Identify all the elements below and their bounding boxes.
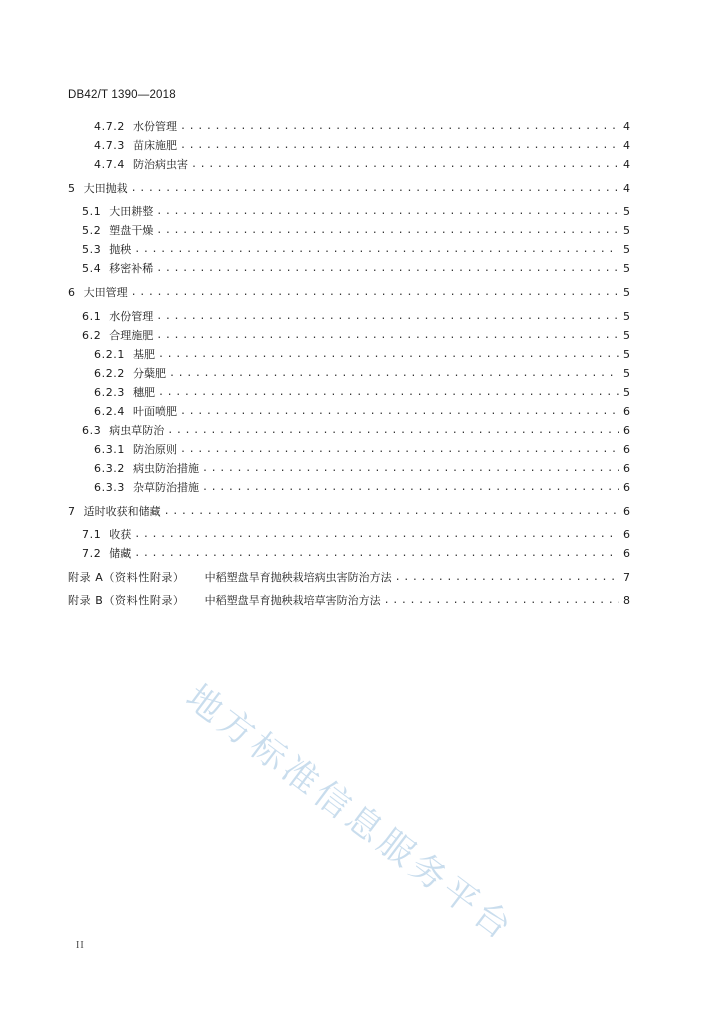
- document-code: DB42/T 1390—2018: [68, 89, 176, 101]
- toc-entry-number: 6.3.2: [94, 462, 125, 475]
- toc-entry-title: 病虫防治措施: [133, 462, 199, 475]
- toc-entry[interactable]: [82, 424, 630, 438]
- toc-entry[interactable]: [82, 205, 630, 219]
- toc-entry-number: 6.2: [82, 329, 102, 342]
- toc-entry-title: 中稻塑盘旱育抛秧栽培病虫害防治方法: [204, 571, 392, 584]
- toc-entry-page: 5: [623, 348, 630, 361]
- toc-entry-title: 移密补稀: [109, 262, 154, 275]
- toc-entry-number: 6.2.2: [94, 367, 125, 380]
- toc-entry-page: 4: [623, 120, 630, 133]
- toc-leader-dots: [202, 481, 619, 495]
- toc-leader-dots: [169, 367, 619, 381]
- toc-entry-page: 4: [623, 158, 630, 171]
- toc-entry-number: 4.7.4: [94, 158, 125, 171]
- toc-entry-page: 6: [623, 462, 630, 475]
- toc-appendix-entry[interactable]: [68, 571, 630, 585]
- toc-leader-dots: [158, 386, 619, 400]
- toc-entry-number: 5: [68, 182, 76, 195]
- toc-entry-title: 病虫草防治: [109, 424, 165, 437]
- toc-entry[interactable]: [94, 348, 630, 362]
- toc-entry-title: 储藏: [109, 547, 132, 560]
- toc-entry-number: 5.1: [82, 205, 102, 218]
- toc-entry[interactable]: [94, 462, 630, 476]
- toc-entry[interactable]: [94, 120, 630, 134]
- toc-entry[interactable]: [82, 224, 630, 238]
- toc-entry-number: 7.1: [82, 528, 102, 541]
- toc-entry[interactable]: [94, 386, 630, 400]
- toc-entry-title: 中稻塑盘旱育抛秧栽培草害防治方法: [204, 594, 381, 607]
- toc-leader-dots: [202, 462, 619, 476]
- toc-entry-page: 6: [623, 424, 630, 437]
- toc-leader-dots: [131, 182, 619, 196]
- toc-entry-page: 5: [623, 262, 630, 275]
- toc-leader-dots: [156, 329, 619, 343]
- toc-leader-dots: [134, 243, 619, 257]
- page-number: II: [76, 940, 85, 951]
- toc-entry-number: 附录 A（资料性附录）: [68, 571, 185, 584]
- watermark-text: 地方标准信息服务平台: [178, 677, 522, 951]
- toc-entry-number: 6.3.1: [94, 443, 125, 456]
- toc-leader-dots: [191, 158, 619, 172]
- toc-entry[interactable]: [94, 367, 630, 381]
- toc-leader-dots: [156, 205, 619, 219]
- toc-entry-number: 4.7.3: [94, 139, 125, 152]
- toc-leader-dots: [156, 224, 619, 238]
- toc-entry-title: 合理施肥: [109, 329, 154, 342]
- toc-entry-page: 6: [623, 547, 630, 560]
- toc-entry-title: 塑盘干燥: [109, 224, 154, 237]
- toc-leader-dots: [180, 443, 619, 457]
- toc-entry[interactable]: [68, 505, 630, 519]
- toc-entry-title: 防治病虫害: [133, 158, 188, 171]
- toc-entry-title: 分蘖肥: [133, 367, 166, 380]
- toc-entry-page: 5: [623, 386, 630, 399]
- toc-entry-title: 收获: [109, 528, 132, 541]
- toc-entry-number: 6.1: [82, 310, 102, 323]
- toc-entry[interactable]: [68, 182, 630, 196]
- toc-entry-number: 5.3: [82, 243, 102, 256]
- toc-entry-page: 4: [623, 139, 630, 152]
- toc-entry-page: 5: [623, 310, 630, 323]
- toc-entry-number: 6.3: [82, 424, 102, 437]
- toc-entry-number: 6.3.3: [94, 481, 125, 494]
- toc-entry-title: 穗肥: [133, 386, 155, 399]
- toc-entry-title: 大田管理: [83, 286, 128, 299]
- toc-entry-number: 5.2: [82, 224, 102, 237]
- toc-leader-dots: [167, 424, 619, 438]
- toc-appendix-entry[interactable]: [68, 594, 630, 608]
- toc-entry[interactable]: [94, 481, 630, 495]
- toc-entry-number: 6.2.3: [94, 386, 125, 399]
- toc-leader-dots: [158, 348, 619, 362]
- toc-entry-title: 基肥: [133, 348, 155, 361]
- toc-entry-number: 6: [68, 286, 76, 299]
- toc-entry-number: 6.2.4: [94, 405, 125, 418]
- toc-entry-page: 6: [623, 505, 630, 518]
- toc-entry[interactable]: [82, 262, 630, 276]
- toc-entry[interactable]: [68, 286, 630, 300]
- toc-entry-page: 6: [623, 528, 630, 541]
- toc-entry-title: 大田抛栽: [83, 182, 128, 195]
- toc-entry-title: 适时收获和储藏: [83, 505, 161, 518]
- toc-entry-title: 叶面喷肥: [133, 405, 177, 418]
- toc-entry-page: 6: [623, 405, 630, 418]
- toc-entry[interactable]: [82, 528, 630, 542]
- toc-entry[interactable]: [94, 158, 630, 172]
- toc-entry[interactable]: [82, 310, 630, 324]
- toc-entry-title: 苗床施肥: [133, 139, 177, 152]
- toc-entry-page: 5: [623, 286, 630, 299]
- toc-leader-dots: [395, 571, 619, 585]
- toc-entry-page: 6: [623, 481, 630, 494]
- toc-leader-dots: [134, 547, 619, 561]
- toc-leader-dots: [180, 120, 619, 134]
- toc-entry-page: 5: [623, 243, 630, 256]
- toc-entry[interactable]: [82, 243, 630, 257]
- toc-leader-dots: [180, 139, 619, 153]
- toc-entry-title: 水份管理: [109, 310, 154, 323]
- toc-entry-number: 7: [68, 505, 76, 518]
- toc-entry-title: 抛秧: [109, 243, 132, 256]
- toc-entry-title: 大田耕整: [109, 205, 154, 218]
- toc-leader-dots: [164, 505, 619, 519]
- toc-entry-page: 4: [623, 182, 630, 195]
- toc-entry[interactable]: [82, 547, 630, 561]
- toc-entry-title: 水份管理: [133, 120, 177, 133]
- toc-leader-dots: [180, 405, 619, 419]
- toc-entry-page: 7: [623, 571, 630, 584]
- toc-entry-page: 5: [623, 367, 630, 380]
- toc-entry-page: 5: [623, 205, 630, 218]
- toc-entry-number: 附录 B（资料性附录）: [68, 594, 185, 607]
- toc-leader-dots: [156, 310, 619, 324]
- toc-leader-dots: [384, 594, 619, 608]
- toc-entry-page: 6: [623, 443, 630, 456]
- toc-entry[interactable]: [82, 329, 630, 343]
- toc-entry[interactable]: [94, 443, 630, 457]
- toc-entry-page: 5: [623, 329, 630, 342]
- toc-entry-title: 防治原则: [133, 443, 177, 456]
- toc-entry-number: 5.4: [82, 262, 102, 275]
- toc-leader-dots: [134, 528, 619, 542]
- toc-entry-number: 7.2: [82, 547, 102, 560]
- toc-leader-dots: [131, 286, 619, 300]
- toc-entry-page: 8: [623, 594, 630, 607]
- toc-entry[interactable]: [94, 405, 630, 419]
- toc-leader-dots: [156, 262, 619, 276]
- toc-entry-title: 杂草防治措施: [133, 481, 199, 494]
- toc-entry-number: 6.2.1: [94, 348, 125, 361]
- toc-entry-page: 5: [623, 224, 630, 237]
- toc-entry-number: 4.7.2: [94, 120, 125, 133]
- toc-entry[interactable]: [94, 139, 630, 153]
